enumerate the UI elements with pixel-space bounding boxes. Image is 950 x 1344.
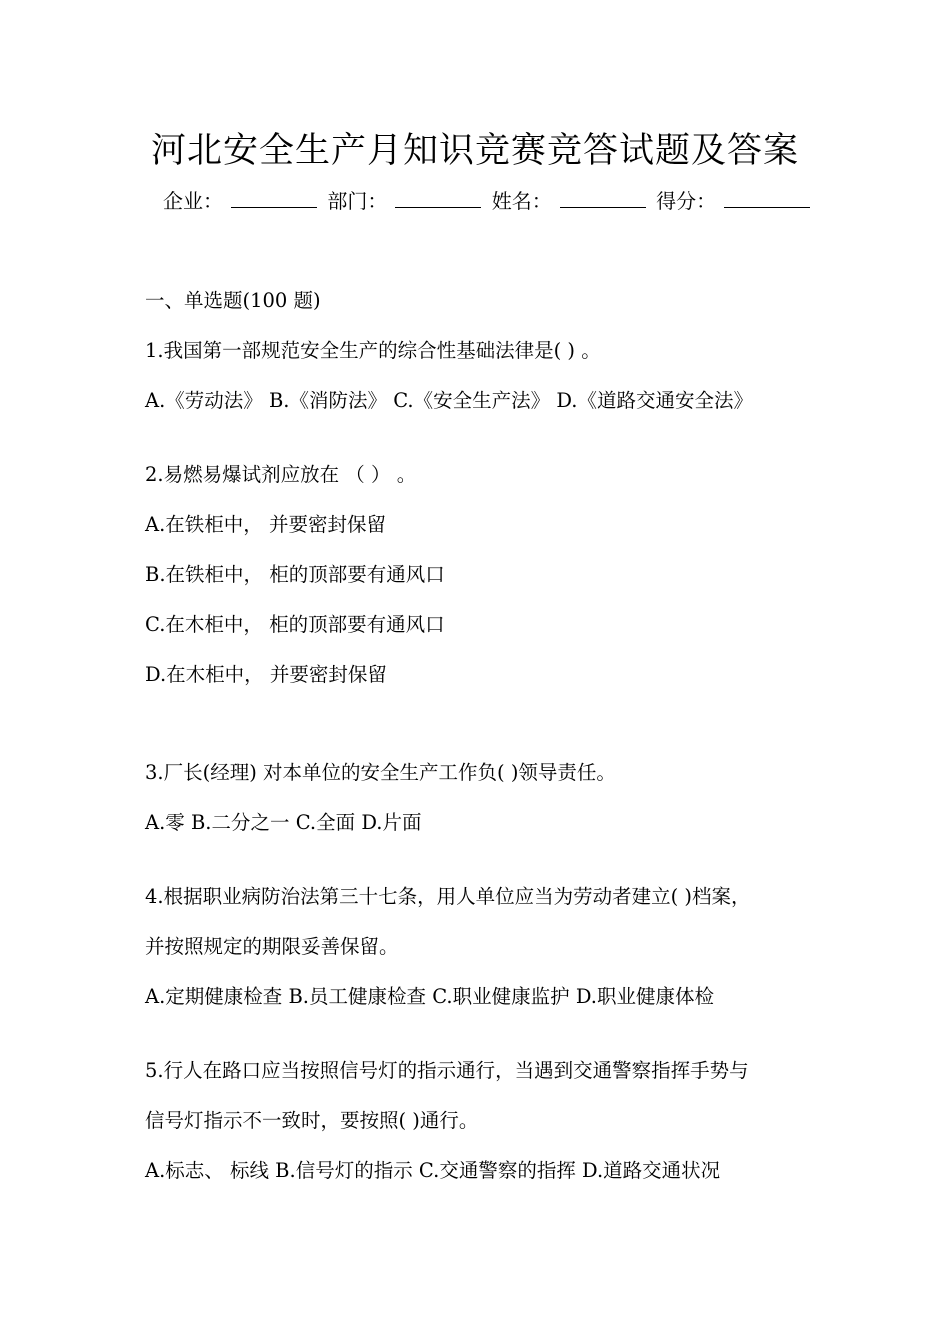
question-4-stem-line-1: 4.根据职业病防治法第三十七条，用人单位应当为劳动者建立( )档案， [145,885,751,908]
question-1-options: A.《劳动法》 B.《消防法》 C.《安全生产法》 D.《道路交通安全法》 [145,389,753,412]
question-3-options: A.零 B.二分之一 C.全面 D.片面 [145,811,422,834]
question-2-option-d: D.在木柜中， 并要密封保留 [145,663,387,686]
name-blank [560,187,646,208]
question-4-options: A.定期健康检查 B.员工健康检查 C.职业健康监护 D.职业健康体检 [145,985,714,1008]
info-line [163,186,814,216]
question-1-stem: 1.我国第一部规范安全生产的综合性基础法律是( ) 。 [145,339,601,362]
question-2-option-c: C.在木柜中， 柜的顶部要有通风口 [145,613,445,636]
page-title: 河北安全生产月知识竞赛竞答试题及答案 [150,131,799,171]
name-label: 姓名： [491,189,552,213]
score-blank [724,187,810,208]
question-2-option-b: B.在铁柜中， 柜的顶部要有通风口 [145,563,445,586]
question-5-stem-line-2: 信号灯指示不一致时，要按照( )通行。 [145,1109,479,1132]
question-2-option-a: A.在铁柜中， 并要密封保留 [145,513,386,536]
question-5-stem-line-1: 5.行人在路口应当按照信号灯的指示通行，当遇到交通警察指挥手势与 [145,1059,749,1082]
question-4-stem-line-2: 并按照规定的期限妥善保留。 [145,935,399,958]
company-label: 企业： [163,189,223,213]
question-3-stem: 3.厂长(经理) 对本单位的安全生产工作负( )领导责任。 [145,761,616,784]
dept-blank [395,187,481,208]
score-label: 得分： [656,189,717,213]
question-5-options: A.标志、 标线 B.信号灯的指示 C.交通警察的指挥 D.道路交通状况 [145,1159,721,1182]
section-heading: 一、单选题(100 题) [145,289,321,312]
dept-label: 部门： [327,189,388,213]
company-blank [231,187,317,208]
question-2-stem: 2.易燃易爆试剂应放在 （ ） 。 [145,463,417,486]
